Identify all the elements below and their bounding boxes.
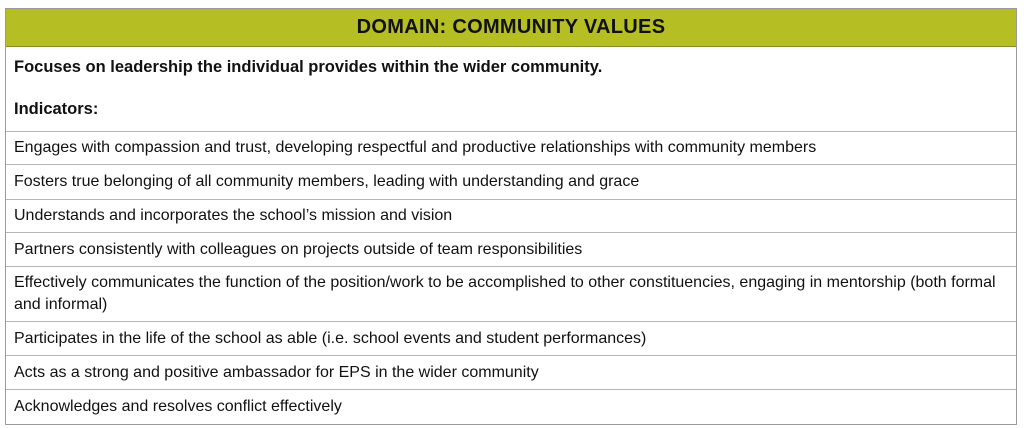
indicator-row: Engages with compassion and trust, developing respectful and productive relationships with community members [6, 132, 1016, 165]
indicator-row: Partners consistently with colleagues on projects outside of team responsibilities [6, 233, 1016, 267]
domain-table [5, 8, 1017, 425]
domain-title: DOMAIN: COMMUNITY VALUES [6, 9, 1016, 47]
indicators-heading: Indicators: [14, 100, 99, 118]
indicator-row: Participates in the life of the school as able (i.e. school events and student performances) [6, 322, 1016, 356]
indicator-row: Fosters true belonging of all community members, leading with understanding and grace [6, 165, 1016, 200]
domain-intro [6, 47, 1016, 132]
indicator-row: Understands and incorporates the school’s mission and vision [6, 200, 1016, 233]
indicator-row: Effectively communicates the function of the position/work to be accomplished to other constituencies, engaging in mentorship (both formal and informal) [6, 267, 1016, 322]
domain-focus-text: Focuses on leadership the individual provides within the wider community. [14, 58, 603, 76]
indicator-row: Acknowledges and resolves conflict effectively [14, 398, 342, 415]
indicator-row: Acts as a strong and positive ambassador for EPS in the wider community [6, 356, 1016, 390]
